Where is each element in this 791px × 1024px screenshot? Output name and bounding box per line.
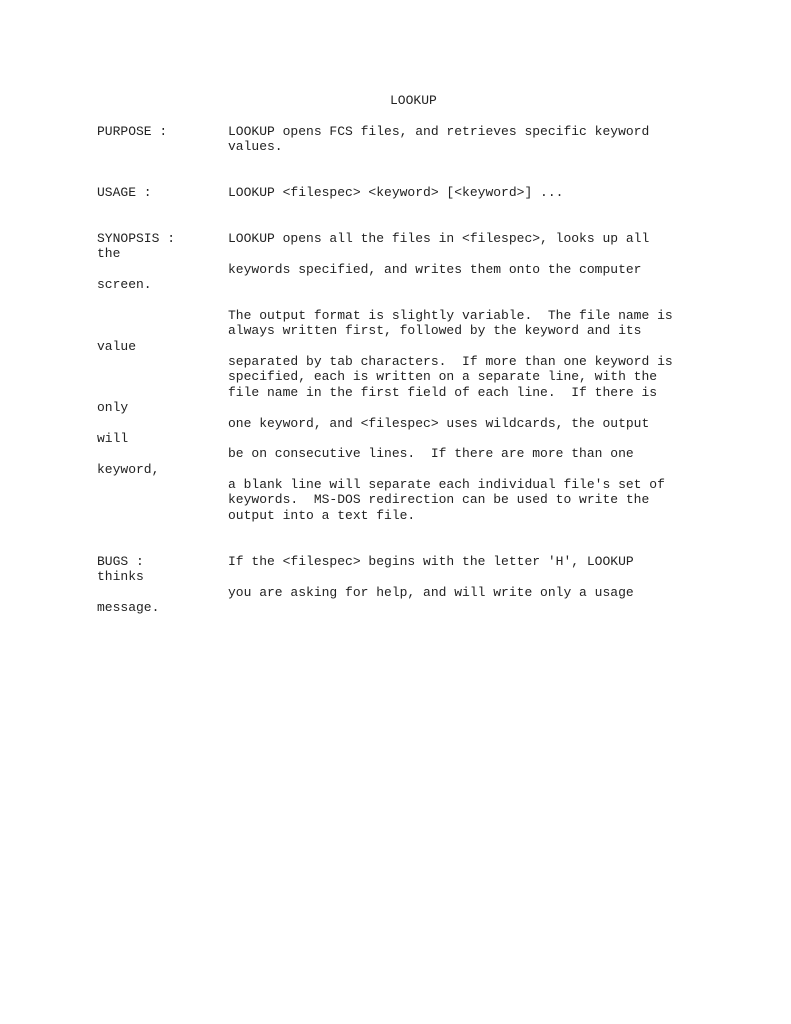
document-title: LOOKUP: [390, 93, 437, 108]
synopsis-text-line: specified, each is written on a separate line, with the: [228, 369, 658, 384]
synopsis-wrap-fragment: only: [97, 400, 129, 415]
synopsis-text-line: LOOKUP opens all the files in <filespec>, looks up all: [228, 231, 650, 246]
purpose-text-line: LOOKUP opens FCS files, and retrieves specific keyword: [228, 124, 650, 139]
bugs-wrap-fragment: message.: [97, 600, 160, 615]
synopsis-wrap-fragment: the: [97, 246, 121, 261]
synopsis-label: SYNOPSIS :: [97, 231, 176, 246]
synopsis-text-line: be on consecutive lines. If there are more than one: [228, 446, 634, 461]
synopsis-text-line: separated by tab characters. If more than one keyword is: [228, 354, 673, 369]
bugs-label: BUGS :: [97, 554, 144, 569]
synopsis-text-line: one keyword, and <filespec> uses wildcards, the output: [228, 416, 650, 431]
usage-label: USAGE :: [97, 185, 152, 200]
purpose-label: PURPOSE :: [97, 124, 168, 139]
synopsis-text-line: The output format is slightly variable. The file name is: [228, 308, 673, 323]
bugs-text-line: If the <filespec> begins with the letter 'H', LOOKUP: [228, 554, 634, 569]
synopsis-text-line: a blank line will separate each individual file's set of: [228, 477, 665, 492]
synopsis-text-line: output into a text file.: [228, 508, 416, 523]
synopsis-wrap-fragment: screen.: [97, 277, 152, 292]
usage-text-line: LOOKUP <filespec> <keyword> [<keyword>] ...: [228, 185, 564, 200]
bugs-wrap-fragment: thinks: [97, 569, 144, 584]
synopsis-text-line: keywords specified, and writes them onto the computer: [228, 262, 642, 277]
synopsis-text-line: always written first, followed by the keyword and its: [228, 323, 642, 338]
synopsis-wrap-fragment: will: [97, 431, 129, 446]
synopsis-wrap-fragment: keyword,: [97, 462, 160, 477]
synopsis-text-line: keywords. MS-DOS redirection can be used to write the: [228, 492, 650, 507]
purpose-text-line: values.: [228, 139, 283, 154]
bugs-text-line: you are asking for help, and will write only a usage: [228, 585, 634, 600]
synopsis-wrap-fragment: value: [97, 339, 137, 354]
synopsis-text-line: file name in the first field of each line. If there is: [228, 385, 658, 400]
